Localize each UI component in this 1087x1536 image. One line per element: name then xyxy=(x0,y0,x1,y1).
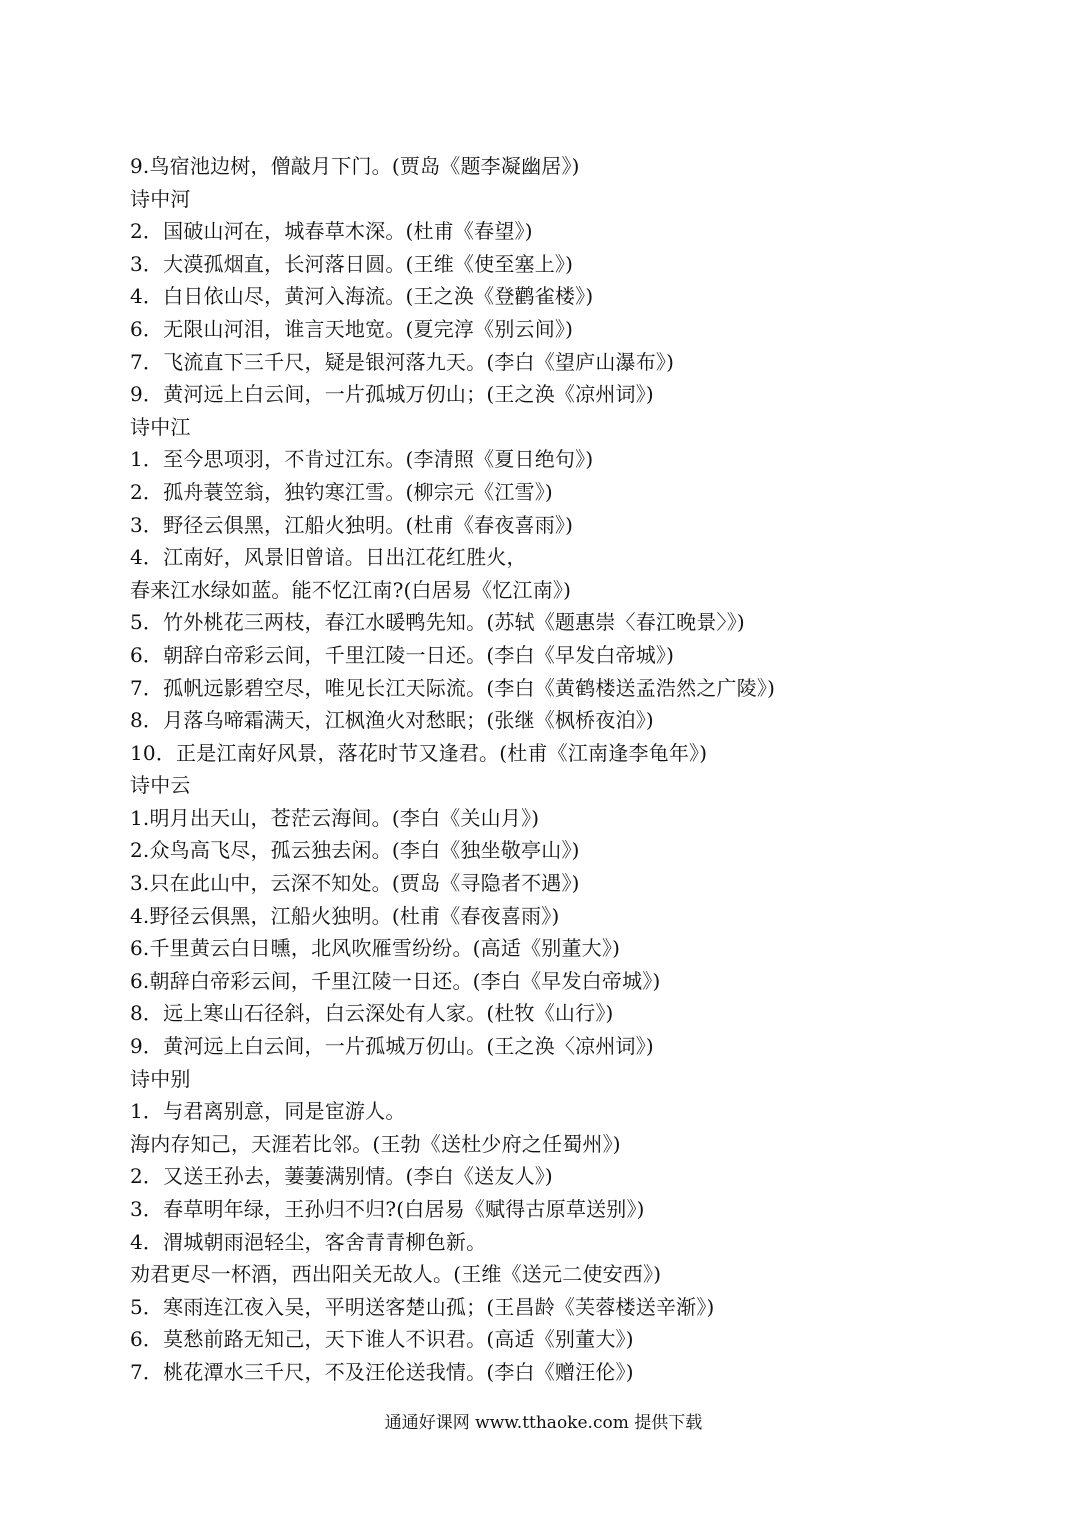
text-line: 5．寒雨连江夜入吴，平明送客楚山孤；(王昌龄《芙蓉楼送辛渐》) xyxy=(130,1294,715,1319)
text-line: 3．春草明年绿，王孙归不归?(白居易《赋得古原草送别》) xyxy=(130,1197,645,1221)
text-line: 海内存知己，天涯若比邻。(王勃《送杜少府之任蜀州》) xyxy=(130,1131,621,1156)
poem-list xyxy=(130,150,1030,1389)
section-heading-jiang: 诗中江 xyxy=(130,414,191,439)
text-line: 1．与君离别意，同是宦游人。 xyxy=(130,1099,406,1124)
text-line: 6.朝辞白帝彩云间，千里江陵一日还。(李白《早发白帝城》) xyxy=(130,968,661,993)
text-line: 1．至今思项羽，不肯过江东。(李清照《夏日绝句》) xyxy=(130,447,594,472)
text-line: 5．竹外桃花三两枝，春江水暖鸭先知。(苏轼《题惠崇〈春江晚景〉》) xyxy=(130,610,745,635)
text-line: 9．黄河远上白云间，一片孤城万仞山。(王之涣〈凉州词》) xyxy=(130,1034,654,1059)
text-line: 春来江水绿如蓝。能不忆江南?(白居易《忆江南》) xyxy=(130,577,572,602)
text-line: 9．黄河远上白云间，一片孤城万仞山；(王之涣《凉州词》) xyxy=(130,382,654,407)
text-line: 8．远上寒山石径斜，白云深处有人家。(杜牧《山行》) xyxy=(130,1001,614,1026)
text-line: 4.野径云俱黑，江船火独明。(杜甫《春夜喜雨》) xyxy=(130,903,560,928)
text-line: 10．正是江南好风景，落花时节又逢君。(杜甫《江南逢李龟年》) xyxy=(130,740,708,765)
text-line: 4．江南好，风景旧曾谙。日出江花红胜火， xyxy=(130,545,527,570)
text-line: 7．飞流直下三千尺，疑是银河落九天。(李白《望庐山瀑布》) xyxy=(130,349,675,374)
text-line: 1.明月出天山，苍茫云海间。(李白《关山月》) xyxy=(130,805,540,830)
text-line: 6．莫愁前路无知己，天下谁人不识君。(高适《别董大》) xyxy=(130,1327,634,1352)
text-line: 劝君更尽一杯酒，西出阳关无故人。(王维《送元二使安西》) xyxy=(130,1262,662,1287)
page-footer: 通通好课网 www.tthaoke.com 提供下载 xyxy=(384,1413,703,1433)
text-line: 3．大漠孤烟直，长河落日圆。(王维《使至塞上》) xyxy=(130,251,574,276)
text-line: 7．孤帆远影碧空尽，唯见长江天际流。(李白《黄鹤楼送孟浩然之广陵》) xyxy=(130,675,776,700)
text-line: 6．朝辞白帝彩云间，千里江陵一日还。(李白《早发白帝城》) xyxy=(130,642,675,667)
text-line: 2．孤舟蓑笠翁，独钓寒江雪。(柳宗元《江雪》) xyxy=(130,479,553,504)
section-heading-cloud: 诗中云 xyxy=(130,773,191,798)
text-line: 2.众鸟高飞尽，孤云独去闲。(李白《独坐敬亭山》) xyxy=(130,838,580,863)
text-line: 9.鸟宿池边树，僧敲月下门。(贾岛《题李凝幽居》) xyxy=(130,154,580,178)
text-line: 2．又送王孙去，萋萋满别情。(李白《送友人》) xyxy=(130,1164,553,1189)
text-line: 4．渭城朝雨浥轻尘，客舍青青柳色新。 xyxy=(130,1229,487,1254)
section-heading-farewell: 诗中别 xyxy=(130,1066,191,1091)
text-line: 3．野径云俱黑，江船火独明。(杜甫《春夜喜雨》) xyxy=(130,512,574,537)
text-line: 4．白日依山尽，黄河入海流。(王之涣《登鹳雀楼》) xyxy=(130,284,594,309)
text-line: 8．月落乌啼霜满天，江枫渔火对愁眠；(张继《枫桥夜泊》) xyxy=(130,708,654,733)
text-line: 6．无限山河泪，谁言天地宽。(夏完淳《别云间》) xyxy=(130,316,574,341)
text-line: 6.千里黄云白日曛，北风吹雁雪纷纷。(高适《别董大》) xyxy=(130,936,621,961)
text-line: 7．桃花潭水三千尺，不及汪伦送我情。(李白《赠汪伦》) xyxy=(130,1359,634,1384)
text-line: 3.只在此山中，云深不知处。(贾岛《寻隐者不遇》) xyxy=(130,871,580,896)
text-line: 2．国破山河在，城春草木深。(杜甫《春望》) xyxy=(130,219,533,244)
section-heading-river: 诗中河 xyxy=(130,186,191,211)
